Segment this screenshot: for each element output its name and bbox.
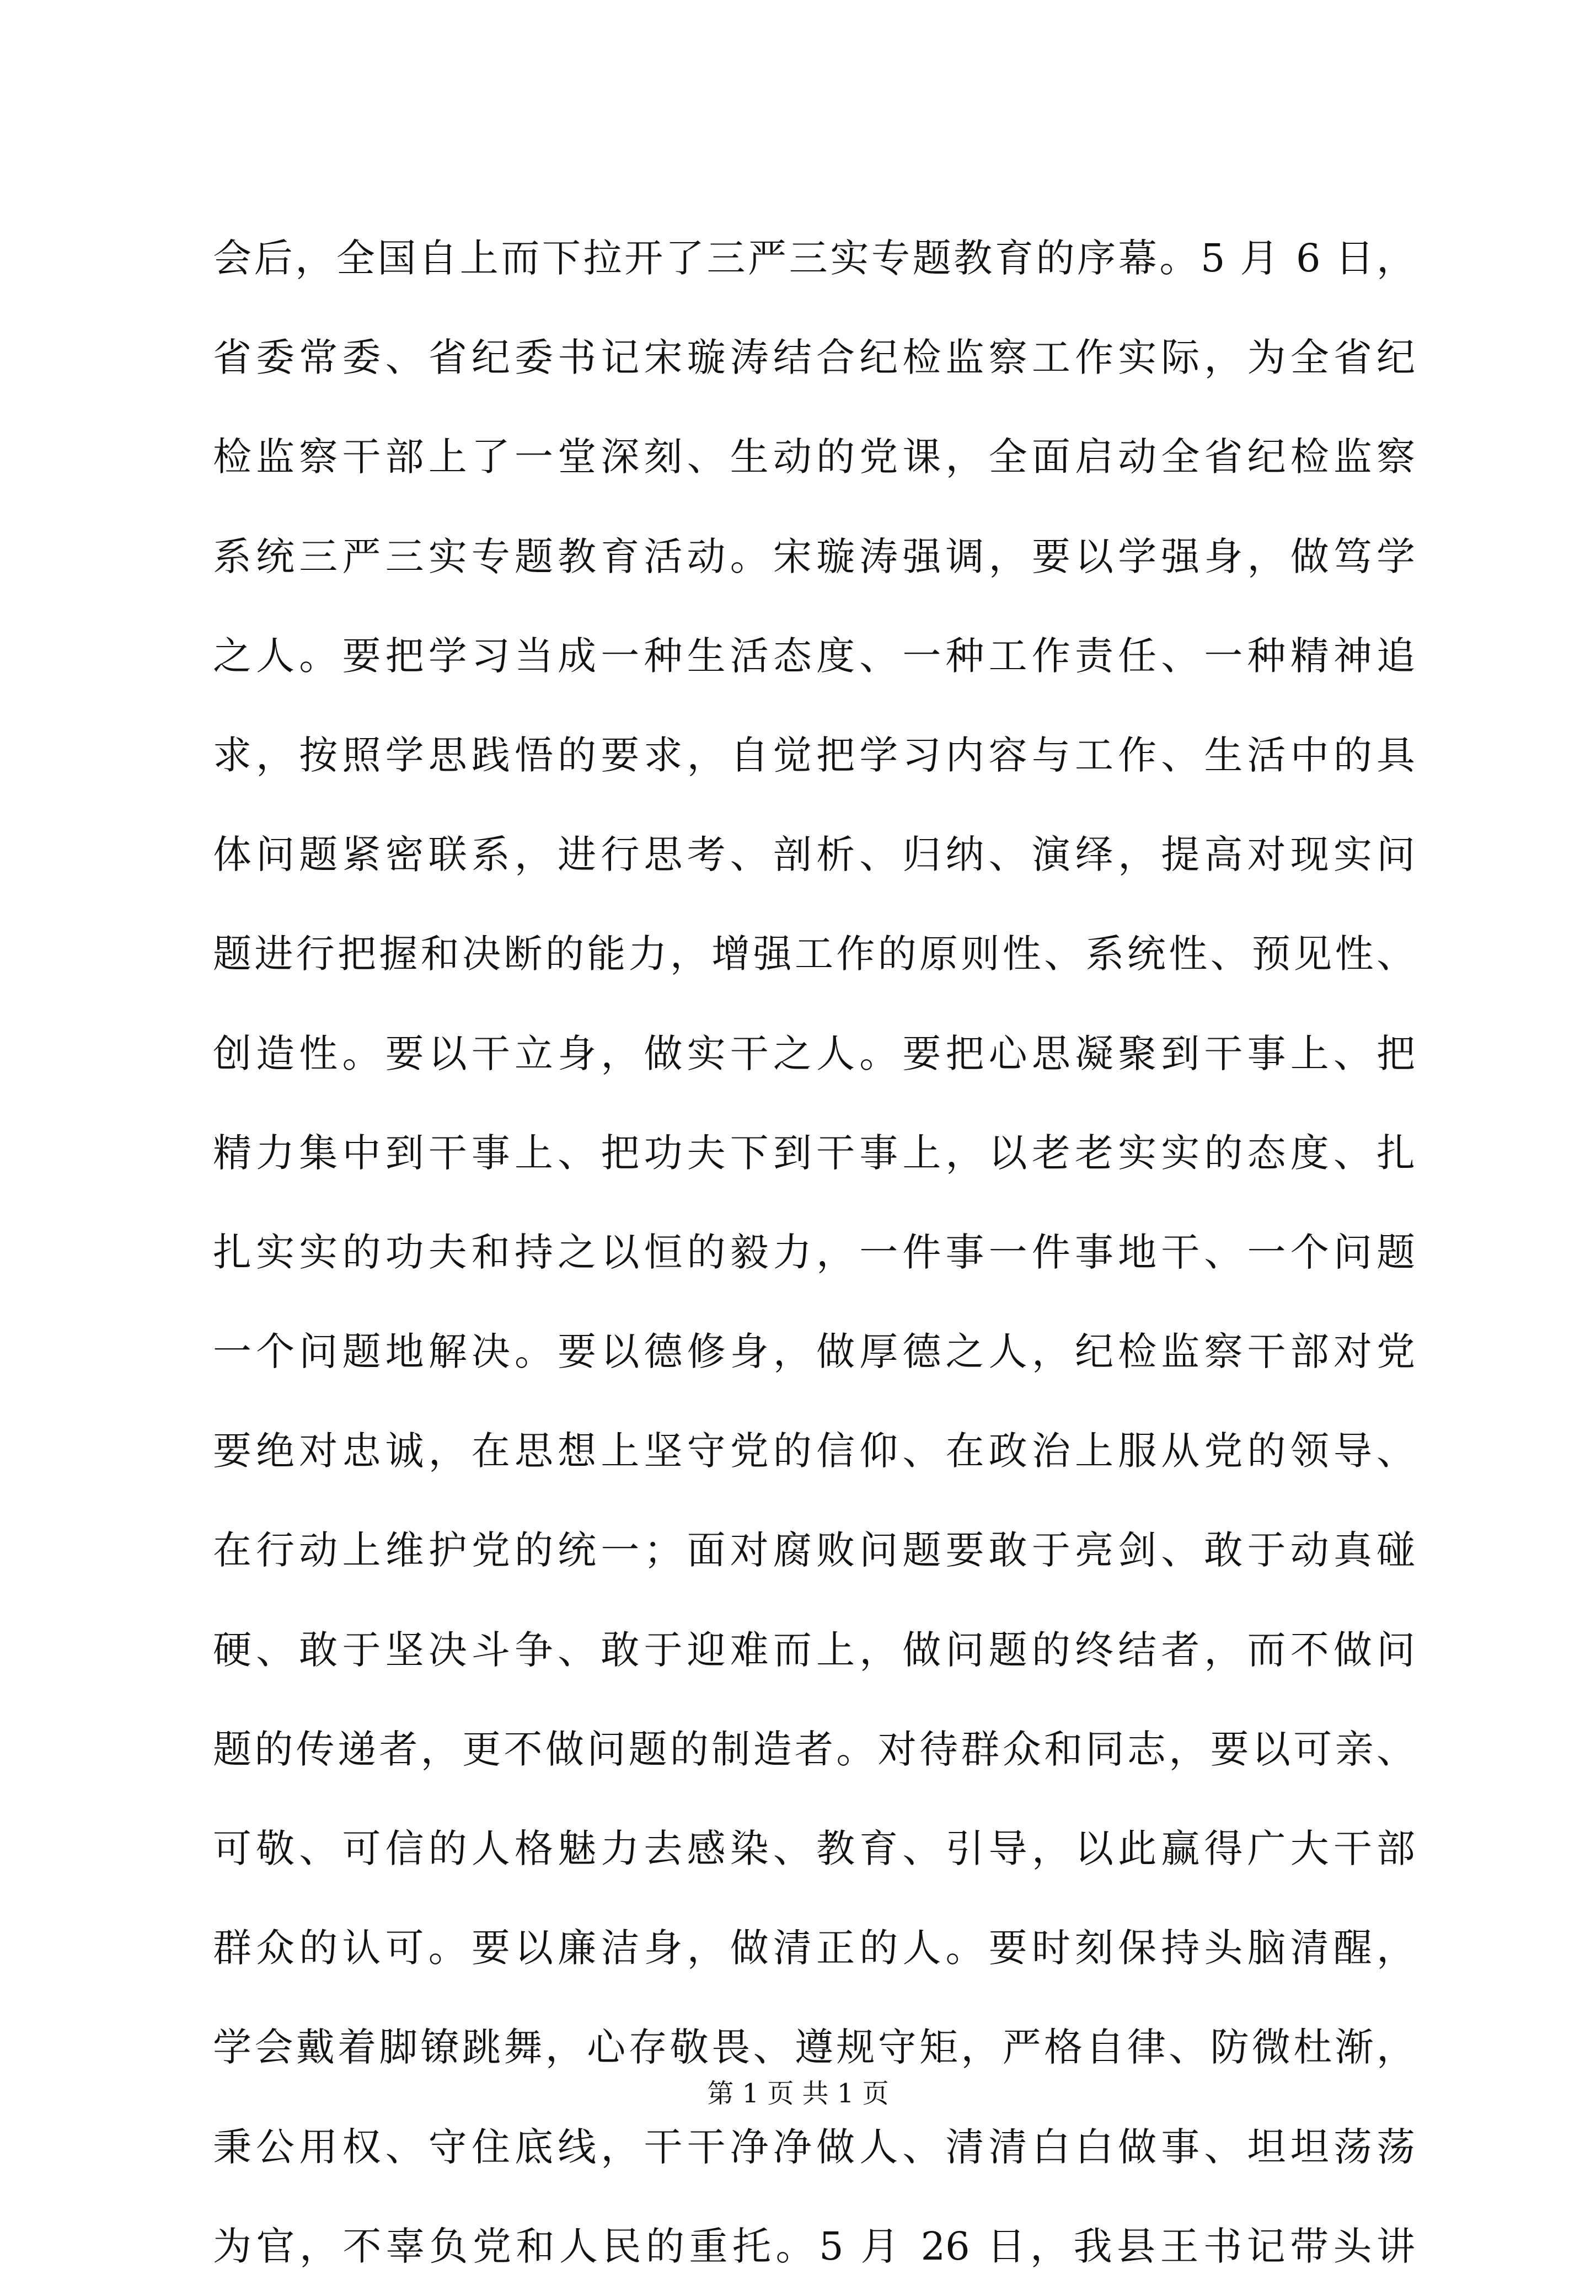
page-number-label: 第 1 页 共 1 页: [707, 2078, 889, 2109]
text-line: 之人。要把学习当成一种生活态度、一种工作责任、一种精神追: [213, 633, 1415, 679]
text-line: 检监察干部上了一堂深刻、生动的党课，全面启动全省纪检监察: [213, 434, 1415, 480]
text-line: 创造性。要以干立身，做实干之人。要把心思凝聚到干事上、把: [213, 1030, 1415, 1076]
text-line: 群众的认可。要以廉洁身，做清正的人。要时刻保持头脑清醒，: [213, 1925, 1415, 1971]
text-line: 省委常委、省纪委书记宋璇涛结合纪检监察工作实际，为全省纪: [213, 335, 1415, 381]
text-line: 会后，全国自上而下拉开了三严三实专题教育的序幕。5 月 6 日，: [213, 236, 1415, 281]
text-line: 题的传递者，更不做问题的制造者。对待群众和同志，要以可亲、: [213, 1726, 1415, 1772]
text-line: 为官，不辜负党和人民的重托。5 月 26 日，我县王书记带头讲: [213, 2223, 1415, 2269]
text-line: 秉公用权、守住底线，干干净净做人、清清白白做事、坦坦荡荡: [213, 2124, 1415, 2170]
text-line: 在行动上维护党的统一；面对腐败问题要敢于亮剑、敢于动真碰: [213, 1528, 1415, 1573]
text-line: 系统三严三实专题教育活动。宋璇涛强调，要以学强身，做笃学: [213, 533, 1415, 579]
text-line: 要绝对忠诚，在思想上坚守党的信仰、在政治上服从党的领导、: [213, 1428, 1415, 1474]
text-line: 精力集中到干事上、把功夫下到干事上，以老老实实的态度、扎: [213, 1130, 1415, 1176]
text-line: 可敬、可信的人格魅力去感染、教育、引导，以此赢得广大干部: [213, 1826, 1415, 1871]
text-line: 题进行把握和决断的能力，增强工作的原则性、系统性、预见性、: [213, 931, 1415, 977]
text-line: 求，按照学思践悟的要求，自觉把学习内容与工作、生活中的具: [213, 732, 1415, 778]
text-line: 硬、敢于坚决斗争、敢于迎难而上，做问题的终结者，而不做问: [213, 1627, 1415, 1673]
page-footer: [0, 2077, 1596, 2110]
text-line: 体问题紧密联系，进行思考、剖析、归纳、演绎，提高对现实问: [213, 832, 1415, 878]
text-line: 学会戴着脚镣跳舞，心存敬畏、遵规守矩，严格自律、防微杜渐，: [213, 2025, 1415, 2070]
text-line: 扎实实的功夫和持之以恒的毅力，一件事一件事地干、一个问题: [213, 1229, 1415, 1275]
text-line: 一个问题地解决。要以德修身，做厚德之人，纪检监察干部对党: [213, 1329, 1415, 1375]
body-paragraph: [213, 209, 1415, 2296]
